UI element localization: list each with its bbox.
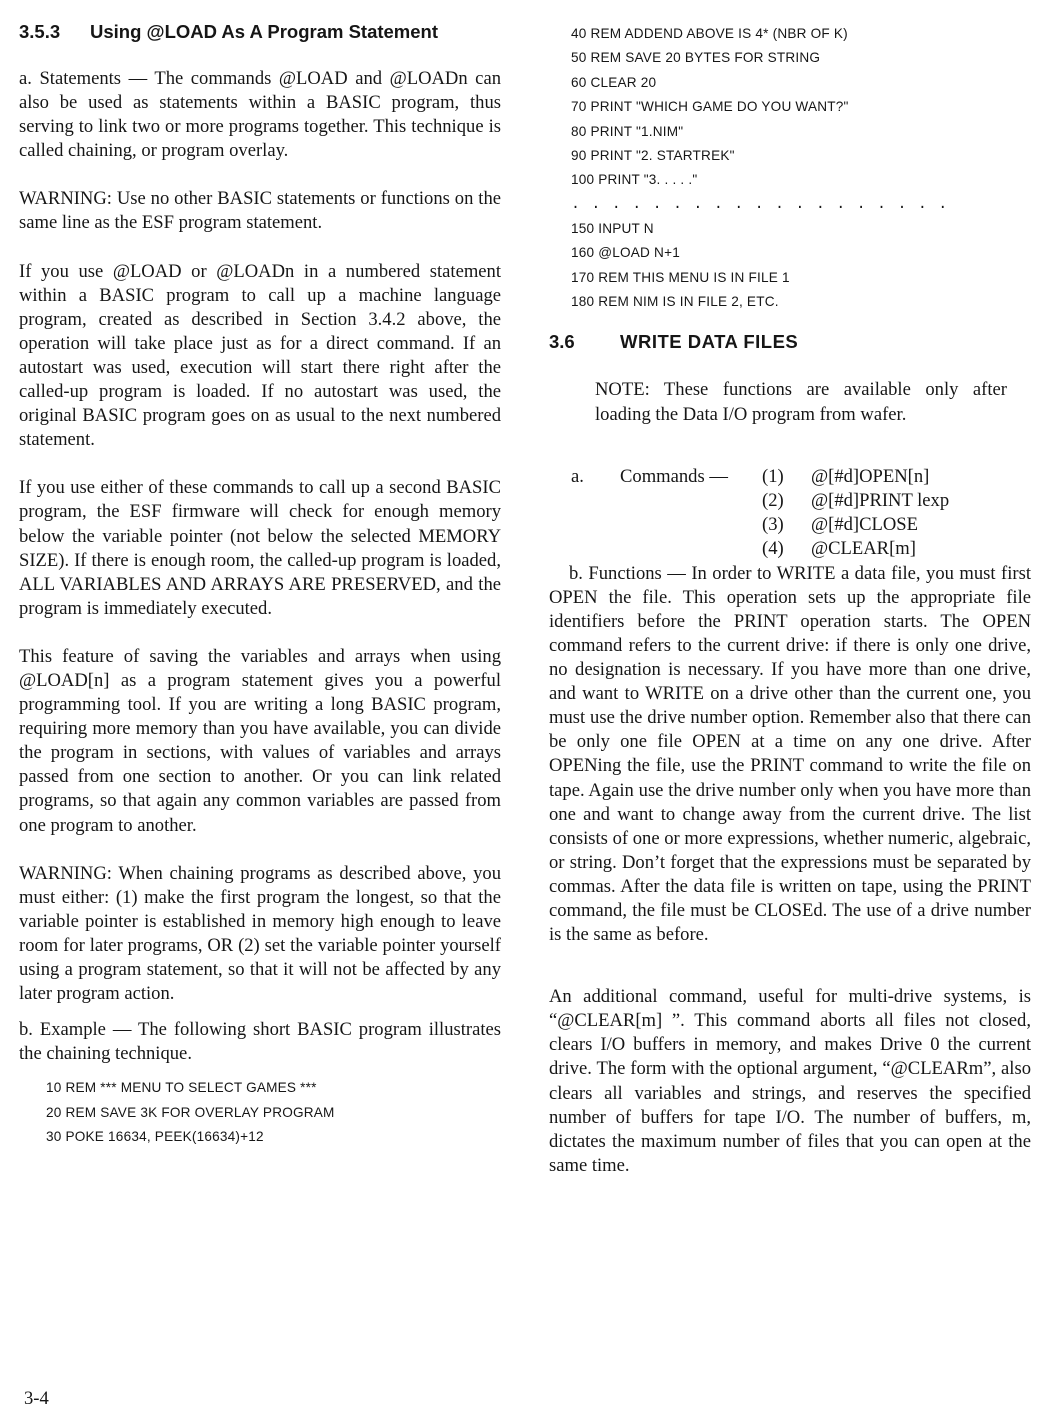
code-line: 50 REM SAVE 20 BYTES FOR STRING <box>571 50 821 66</box>
code-line: 40 REM ADDEND ABOVE IS 4* (NBR OF K) <box>571 26 848 41</box>
code-line: 170 REM THIS MENU IS IN FILE 1 <box>571 269 790 285</box>
paragraph-machine-language: If you use @LOAD or @LOADn in a numbered statement within a BASIC program to call up a machine language program, created as described in Section 3.4.2 above, the operation will take place just as for a direct command. If an autostart was used, execution will start there right after the called-up program is loaded. If no autostart was used, the original BASIC program goes on as usual to the next numbered statement. <box>19 260 501 451</box>
code-line: 80 PRINT "1.NIM" <box>571 123 684 139</box>
right-column <box>549 22 1031 1178</box>
code-line: 60 CLEAR 20 <box>571 74 657 90</box>
code-line: 100 PRINT "3. . . . ." <box>571 172 698 188</box>
code-line: 70 PRINT "WHICH GAME DO YOU WANT?" <box>571 99 849 115</box>
section-heading-3-5-3 <box>19 18 501 46</box>
section-heading-3-6 <box>549 328 1031 356</box>
paragraph-second-basic: If you use either of these commands to call up a second BASIC program, the ESF firmware will check for enough memory below the variable pointer (not below the selected MEMORY SIZE). If there is enough room, the called-up program is loaded, ALL VARIABLES AND ARRAYS ARE PRESERVED, and the program is immediately executed. <box>19 477 501 619</box>
section-number: 3.6 <box>549 331 575 353</box>
code-line: 180 REM NIM IS IN FILE 2, ETC. <box>571 294 779 310</box>
command-text: @CLEAR[m] <box>811 537 916 559</box>
code-line: 160 @LOAD N+1 <box>571 245 680 261</box>
paragraph-statements: a. Statements — The commands @LOAD and @LOADn can also be used as statements within a BASIC program, thus serving to link two or more programs together. This technique is called chaining, or program overlay. <box>19 68 501 162</box>
code-listing-right <box>571 22 1031 314</box>
code-line: 150 INPUT N <box>571 220 654 236</box>
left-column <box>19 18 501 1150</box>
commands-label: Commands — <box>620 465 728 487</box>
command-number: (4) <box>762 537 784 559</box>
section-title: WRITE DATA FILES <box>620 331 799 353</box>
code-ellipsis: . . . . . . . . . . . . . . . . . . . <box>571 195 949 213</box>
commands-list <box>549 465 1031 562</box>
section-title: Using @LOAD As A Program Statement <box>90 21 439 42</box>
code-line: 30 POKE 16634, PEEK(16634)+12 <box>46 1129 264 1145</box>
paragraph-example: b. Example — The following short BASIC program illustrates the chaining technique. <box>19 1019 501 1065</box>
code-line: 90 PRINT "2. STARTREK" <box>571 148 735 164</box>
command-text: @[#d]OPEN[n] <box>811 465 930 487</box>
code-line: 10 REM *** MENU TO SELECT GAMES *** <box>46 1080 317 1096</box>
note-paragraph: NOTE: These functions are available only after loading the Data I/O program from wafer. <box>595 379 1007 425</box>
code-line: 20 REM SAVE 3K FOR OVERLAY PROGRAM <box>46 1104 335 1120</box>
commands-item-label: a. <box>571 465 584 487</box>
warning-paragraph-1: WARNING: Use no other BASIC statements or functions on the same line as the ESF program statement. <box>19 188 501 234</box>
command-text: @[#d]PRINT lexp <box>811 489 950 511</box>
command-number: (3) <box>762 513 784 535</box>
command-text: @[#d]CLOSE <box>811 513 918 535</box>
command-number: (2) <box>762 489 784 511</box>
paragraph-clear-command: An additional command, useful for multi-drive systems, is “@CLEAR[m] ”. This command aborts all files not closed, clears I/O buffers in memory, and makes Drive 0 the current drive. The form with the optional argument, “@CLEARm”, also clears all variables and strings, and reserves the specified number of buffers for tape I/O. The number of buffers, m, dictates the maximum number of files that you can open at the same time. <box>549 986 1031 1176</box>
warning-paragraph-2: WARNING: When chaining programs as described above, you must either: (1) make the first program the longest, so that the variable pointer is established in memory high enough to leave room for later programs, OR (2) set the variable pointer yourself using a program statement, so that it will not be affected by any later program action. <box>19 862 501 1005</box>
paragraph-feature: This feature of saving the variables and arrays when using @LOAD[n] as a program statement gives you a powerful programming tool. If you are writing a long BASIC program, requiring more memory than you have available, you can divide the program in sections, with values of variables and arrays passed from one section to another. Or you can link related programs, so that again any common variables are passed from one program to another. <box>19 645 501 836</box>
code-listing-left <box>46 1076 501 1149</box>
command-number: (1) <box>762 465 784 487</box>
section-number: 3.5.3 <box>19 21 61 42</box>
page-number: 3-4 <box>24 1388 49 1409</box>
paragraph-functions: b. Functions — In order to WRITE a data file, you must first OPEN the file. This operation sets up the appropriate file identifiers before the PRINT operation starts. The OPEN command refers to the current drive: if there is only one drive, no designation is necessary. If you have more than one drive, and want to WRITE on a drive other than the current one, you must use the drive number option. Remember also that there can be only one file OPEN at a time on any one drive. After OPENing the file, use the PRINT command to write the file on tape. Again use the drive number only when you have more than one and want to change away from the current drive. The list consists of one or more expressions, whether numeric, algebraic, or string. Don’t forget that the expressions must be separated by commas. After the data file is written on tape, using the PRINT command, the file must be CLOSEd. The use of a drive number is the same as before. <box>549 562 1031 946</box>
